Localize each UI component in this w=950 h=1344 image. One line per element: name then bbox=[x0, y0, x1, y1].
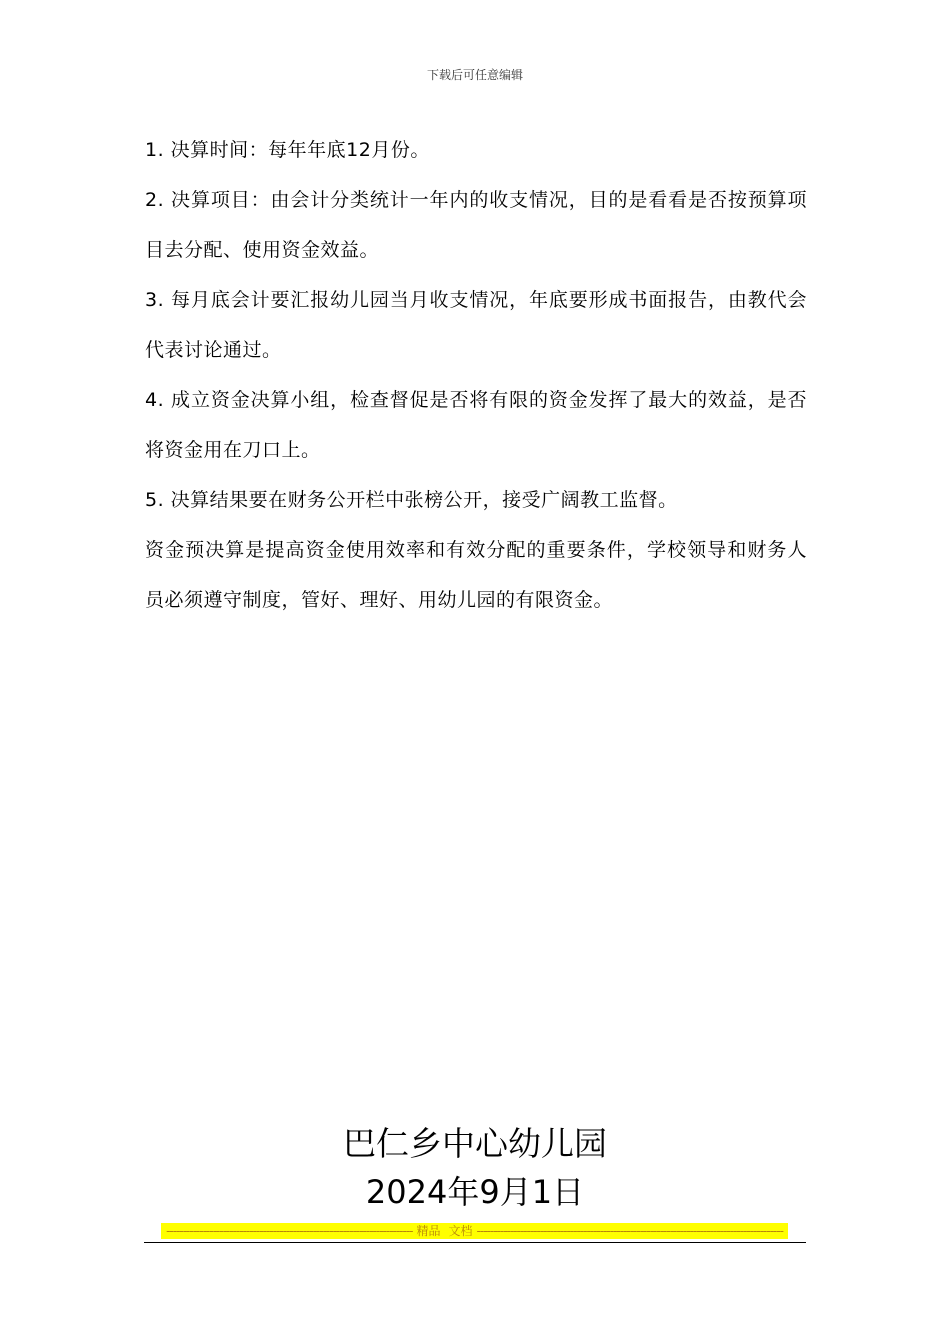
footer-watermark-bar bbox=[161, 1223, 788, 1239]
page-header: 下载后可任意编辑 bbox=[426, 68, 523, 82]
footer-divider bbox=[144, 1242, 806, 1243]
signature-block bbox=[0, 1118, 950, 1214]
paragraph-3: 3. 每月底会计要汇报幼儿园当月收支情况，年底要形成书面报告，由教代会代表讨论通过。 bbox=[145, 289, 807, 361]
footer-dashes-left: -------------------------------------------------------------------------- bbox=[166, 1224, 413, 1238]
footer-label-right: 文档 bbox=[448, 1224, 473, 1238]
footer-label-left: 精品 bbox=[416, 1224, 441, 1238]
footer-dashes-right: -------------------------------------------------------------------------------------------- bbox=[476, 1224, 783, 1238]
signature-date: 2024年9月1日 bbox=[365, 1173, 585, 1211]
document-body bbox=[145, 125, 807, 625]
paragraph-2: 2. 决算项目：由会计分类统计一年内的收支情况，目的是看看是否按预算项目去分配、使用资金效益。 bbox=[145, 189, 807, 261]
paragraph-1: 1. 决算时间：每年年底12月份。 bbox=[145, 139, 430, 161]
paragraph-summary: 资金预决算是提高资金使用效率和有效分配的重要条件，学校领导和财务人员必须遵守制度，管好、理好、用幼儿园的有限资金。 bbox=[145, 539, 807, 611]
organization-name: 巴仁乡中心幼儿园 bbox=[343, 1124, 607, 1163]
paragraph-5: 5. 决算结果要在财务公开栏中张榜公开，接受广阔教工监督。 bbox=[145, 489, 678, 511]
paragraph-4: 4. 成立资金决算小组，检查督促是否将有限的资金发挥了最大的效益，是否将资金用在刀口上。 bbox=[145, 389, 807, 461]
